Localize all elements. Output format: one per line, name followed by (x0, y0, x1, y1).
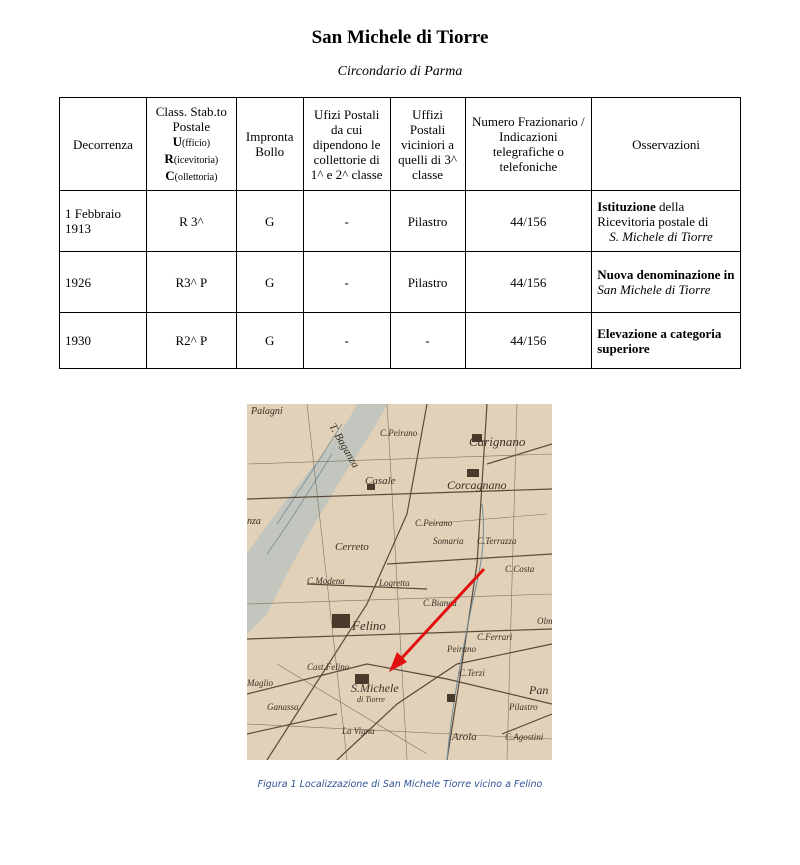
map-label-cerreto: Cerreto (335, 541, 369, 553)
map-label-cterrazza: C.Terrazza (477, 536, 517, 546)
postal-history-table (59, 97, 741, 369)
map-label-nza: nza (247, 516, 261, 527)
table-row (60, 252, 741, 313)
cell-decorrenza: 1 Febbraio 1913 (60, 191, 147, 252)
cell-osservazioni: Nuova denominazione in San Michele di Tiorre (592, 252, 741, 313)
cell-numero: 44/156 (465, 191, 592, 252)
cell-numero: 44/156 (465, 313, 592, 369)
map-label-cagostini: C.Agostini (505, 732, 544, 742)
header-impronta: Impronta Bollo (236, 98, 303, 191)
table-header-row (60, 98, 741, 191)
cell-osservazioni: Istituzione della Ricevitoria postale di S. Michele di Tiorre (592, 191, 741, 252)
map-label-ccosta: C.Costa (505, 564, 535, 574)
map-label-somaria: Somaria (433, 536, 464, 546)
header-classificazione (146, 98, 236, 191)
map-label-cferrari: C.Ferrari (477, 632, 513, 642)
header-class-c: C(ollettoria) (165, 167, 218, 183)
cell-numero: 44/156 (465, 252, 592, 313)
map-label-pilastro: Pilastro (509, 702, 538, 712)
map-label-felino: Felino (352, 618, 386, 633)
header-class-line-1: Class. Stab.to (155, 103, 227, 119)
map-label-cabianca: C.Bianca (423, 598, 457, 608)
map-label-maglio: Maglio (247, 678, 273, 688)
map-label-cmodena: C.Modena (307, 576, 345, 586)
map-label-pan: Pan (529, 683, 549, 697)
map-label-smichele: S.Michele (351, 681, 399, 695)
historic-map-svg (247, 404, 552, 760)
header-uffizi: Uffizi Postali viciniori a quelli di 3^ classe (390, 98, 465, 191)
location-map (247, 404, 552, 760)
header-class-line-2: Postale (172, 118, 211, 134)
cell-impronta: G (236, 191, 303, 252)
header-class-r: R(icevitoria) (164, 150, 219, 166)
map-label-tiorre: di Tiorre (357, 695, 385, 704)
figure-caption: Figura 1 Localizzazione di San Michele Tiorre vicino a Felino (257, 779, 543, 790)
cell-ufizi: - (303, 313, 390, 369)
page-title: San Michele di Tiorre (311, 27, 489, 48)
map-label-olmo: Olm (537, 616, 552, 626)
map-label-corcagnano: Corcagnano (447, 478, 507, 492)
map-label-cpeirano-top: C.Peirano (380, 428, 418, 438)
map-label-castfelino: Cast.Felino (307, 662, 350, 672)
cell-uffizi: Pilastro (390, 252, 465, 313)
cell-classe: R3^ P (146, 252, 236, 313)
cell-classe: R2^ P (146, 313, 236, 369)
map-label-arola: Arola (452, 731, 477, 743)
cell-ufizi: - (303, 191, 390, 252)
map-label-ganassa: Ganassa (267, 702, 299, 712)
cell-impronta: G (236, 313, 303, 369)
map-label-baganza: T. Baganza (326, 421, 362, 471)
header-ufizi: Ufizi Postali da cui dipendono le collettorie di 1^ e 2^ classe (303, 98, 390, 191)
map-label-palagni: Palagni (251, 406, 283, 417)
header-osservazioni: Osservazioni (592, 98, 741, 191)
map-label-logretta: Logretta (379, 578, 410, 588)
map-label-cpeirano-mid: C.Peirano (415, 518, 453, 528)
page-subtitle: Circondario di Parma (337, 64, 463, 79)
cell-classe: R 3^ (146, 191, 236, 252)
cell-decorrenza: 1926 (60, 252, 147, 313)
map-label-cterzi: C.Terzi (459, 668, 485, 678)
cell-uffizi: - (390, 313, 465, 369)
header-numero: Numero Frazionario / Indicazioni telegrafiche o telefoniche (465, 98, 592, 191)
cell-ufizi: - (303, 252, 390, 313)
cell-osservazioni: Elevazione a categoria superiore (592, 313, 741, 369)
map-label-lavigna: La Vigna (342, 726, 375, 736)
header-decorrenza: Decorrenza (60, 98, 147, 191)
map-label-casale: Casale (365, 475, 396, 487)
map-label-carignano: Carignano (469, 434, 526, 449)
table-row (60, 313, 741, 369)
cell-uffizi: Pilastro (390, 191, 465, 252)
table-row (60, 191, 741, 252)
cell-impronta: G (236, 252, 303, 313)
cell-decorrenza: 1930 (60, 313, 147, 369)
map-label-peirano: Peirano (447, 644, 476, 654)
header-class-u: U(fficio) (172, 133, 211, 149)
